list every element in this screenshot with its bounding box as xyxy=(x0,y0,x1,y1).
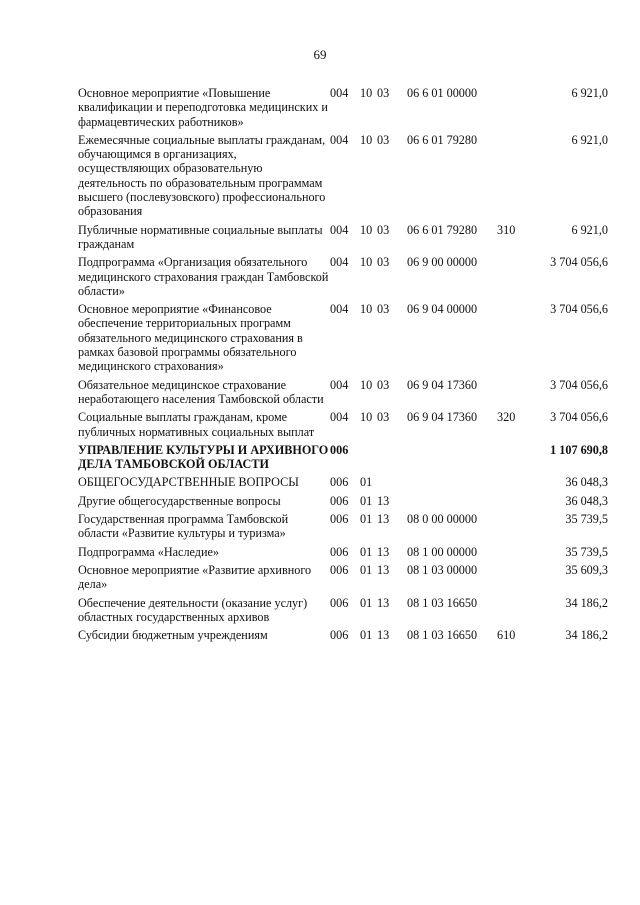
row-name: Основное мероприятие «Развитие архивного дела» xyxy=(78,562,312,592)
row-expense-type xyxy=(497,255,531,302)
row-target-article: 06 9 04 00000 xyxy=(407,302,478,317)
row-amount: 1 107 690,8 xyxy=(550,442,608,457)
row-section: 10 xyxy=(360,132,373,147)
page-number: 69 xyxy=(313,47,327,62)
row-section: 10 xyxy=(360,302,373,317)
row-subsection: 13 xyxy=(377,512,390,527)
table-row xyxy=(78,302,608,377)
row-name: Основное мероприятие «Повышение квалификации и переподготовка медицинских и фармацевтических работников» xyxy=(78,86,328,129)
row-expense-type: 610 xyxy=(497,628,516,643)
row-name: Подпрограмма «Наследие» xyxy=(78,544,220,559)
row-name: Подпрограмма «Организация обязательного медицинского страхования граждан Тамбовской области» xyxy=(78,255,329,298)
row-name: УПРАВЛЕНИЕ КУЛЬТУРЫ И АРХИВНОГО ДЕЛА ТАМБОВСКОЙ ОБЛАСТИ xyxy=(78,442,329,472)
row-subsection: 03 xyxy=(377,132,390,147)
row-name: Субсидии бюджетным учреждениям xyxy=(78,628,268,643)
row-subsection: 03 xyxy=(377,302,390,317)
row-target-article: 08 1 03 16650 xyxy=(407,595,478,610)
row-target-article xyxy=(407,494,497,512)
row-target-article: 06 6 01 00000 xyxy=(407,86,478,100)
table-row xyxy=(78,628,608,646)
row-subsection: 03 xyxy=(377,377,390,392)
row-subsection: 13 xyxy=(377,628,390,643)
row-gov-code: 004 xyxy=(330,132,349,147)
table-row xyxy=(78,133,608,223)
row-subsection: 03 xyxy=(377,255,390,270)
row-section: 01 xyxy=(360,493,373,508)
row-section: 10 xyxy=(360,255,373,270)
row-name: Ежемесячные социальные выплаты гражданам, обучающимся в организациях, осуществляющих образовательную деятельность по образовательным программам высшего (послевузовского) профессионального образования xyxy=(78,132,326,219)
table-row xyxy=(78,494,608,512)
row-amount: 34 186,2 xyxy=(565,595,608,610)
table-row xyxy=(78,545,608,563)
row-target-article: 08 0 00 00000 xyxy=(407,512,478,527)
table-row xyxy=(78,86,608,133)
row-expense-type xyxy=(497,563,531,596)
table-row xyxy=(78,443,608,476)
row-gov-code: 006 xyxy=(330,475,349,490)
row-amount: 3 704 056,6 xyxy=(550,410,608,425)
table-row xyxy=(78,563,608,596)
row-subsection: 13 xyxy=(377,544,390,559)
row-name: Государственная программа Тамбовской области «Развитие культуры и туризма» xyxy=(78,512,289,541)
row-amount: 6 921,0 xyxy=(571,132,608,147)
row-section: 01 xyxy=(360,595,373,610)
row-gov-code: 006 xyxy=(330,544,349,559)
row-target-article: 06 6 01 79280 xyxy=(407,132,478,147)
row-name: Обеспечение деятельности (оказание услуг) областных государственных архивов xyxy=(78,595,308,624)
row-expense-type xyxy=(497,545,531,563)
row-gov-code: 004 xyxy=(330,222,349,237)
row-target-article: 06 9 04 17360 xyxy=(407,410,478,425)
row-gov-code: 004 xyxy=(330,410,349,425)
row-amount: 3 704 056,6 xyxy=(550,302,608,317)
row-amount: 6 921,0 xyxy=(571,86,608,100)
row-amount: 3 704 056,6 xyxy=(550,377,608,392)
row-name: Социальные выплаты гражданам, кроме публичных нормативных социальных выплат xyxy=(78,410,315,439)
row-gov-code: 004 xyxy=(330,302,349,317)
row-amount: 3 704 056,6 xyxy=(550,255,608,270)
row-target-article: 06 9 04 17360 xyxy=(407,377,478,392)
row-expense-type xyxy=(497,512,531,545)
row-section: 10 xyxy=(360,377,373,392)
row-expense-type xyxy=(497,596,531,629)
table-body xyxy=(78,86,608,646)
row-subsection: 03 xyxy=(377,86,390,100)
row-expense-type xyxy=(497,494,531,512)
row-gov-code: 004 xyxy=(330,255,349,270)
row-subsection xyxy=(377,443,407,476)
table-row xyxy=(78,512,608,545)
row-name: Обязательное медицинское страхование неработающего населения Тамбовской области xyxy=(78,377,324,406)
row-section xyxy=(360,443,377,476)
row-expense-type xyxy=(497,378,531,411)
row-gov-code: 004 xyxy=(330,86,349,100)
budget-table xyxy=(78,86,608,646)
row-name: Публичные нормативные социальные выплаты гражданам xyxy=(78,222,323,251)
row-expense-type xyxy=(497,302,531,377)
row-target-article: 08 1 03 00000 xyxy=(407,562,478,577)
row-target-article: 08 1 03 16650 xyxy=(407,628,478,643)
row-amount: 34 186,2 xyxy=(565,628,608,643)
row-section: 10 xyxy=(360,222,373,237)
table-row xyxy=(78,378,608,411)
row-subsection: 13 xyxy=(377,595,390,610)
row-section: 01 xyxy=(360,512,373,527)
table-row xyxy=(78,223,608,256)
table-row xyxy=(78,475,608,493)
row-amount: 35 739,5 xyxy=(565,544,608,559)
row-expense-type xyxy=(497,133,531,223)
row-name: ОБЩЕГОСУДАРСТВЕННЫЕ ВОПРОСЫ xyxy=(78,475,299,490)
row-gov-code: 006 xyxy=(330,595,349,610)
row-section: 01 xyxy=(360,562,373,577)
row-name: Другие общегосударственные вопросы xyxy=(78,493,281,508)
row-section: 10 xyxy=(360,410,373,425)
row-section: 01 xyxy=(360,544,373,559)
row-gov-code: 006 xyxy=(330,442,349,457)
row-gov-code: 006 xyxy=(330,512,349,527)
row-gov-code: 006 xyxy=(330,493,349,508)
row-gov-code: 006 xyxy=(330,562,349,577)
row-amount: 36 048,3 xyxy=(565,475,608,490)
row-gov-code: 006 xyxy=(330,628,349,643)
row-amount: 35 609,3 xyxy=(565,562,608,577)
row-expense-type: 310 xyxy=(497,222,516,237)
row-section: 01 xyxy=(360,475,373,490)
row-amount: 6 921,0 xyxy=(571,222,608,237)
row-expense-type xyxy=(497,475,531,493)
table-row xyxy=(78,410,608,443)
row-subsection: 13 xyxy=(377,493,390,508)
row-section: 10 xyxy=(360,86,373,100)
row-name: Основное мероприятие «Финансовое обеспечение территориальных программ обязательного медицинского страхования в рамках базовой программы обязательного медицинского страхования» xyxy=(78,302,303,374)
row-target-article: 08 1 00 00000 xyxy=(407,544,478,559)
table-row xyxy=(78,255,608,302)
row-target-article xyxy=(407,443,497,476)
row-subsection: 03 xyxy=(377,410,390,425)
row-subsection: 03 xyxy=(377,222,390,237)
row-section: 01 xyxy=(360,628,373,643)
row-target-article: 06 9 00 00000 xyxy=(407,255,478,270)
row-subsection: 13 xyxy=(377,562,390,577)
table-row xyxy=(78,596,608,629)
row-gov-code: 004 xyxy=(330,377,349,392)
row-amount: 36 048,3 xyxy=(565,493,608,508)
row-amount: 35 739,5 xyxy=(565,512,608,527)
row-subsection xyxy=(377,475,407,493)
row-expense-type xyxy=(497,86,531,133)
row-target-article xyxy=(407,475,497,493)
row-target-article: 06 6 01 79280 xyxy=(407,222,478,237)
row-expense-type xyxy=(497,443,531,476)
row-expense-type: 320 xyxy=(497,410,516,425)
